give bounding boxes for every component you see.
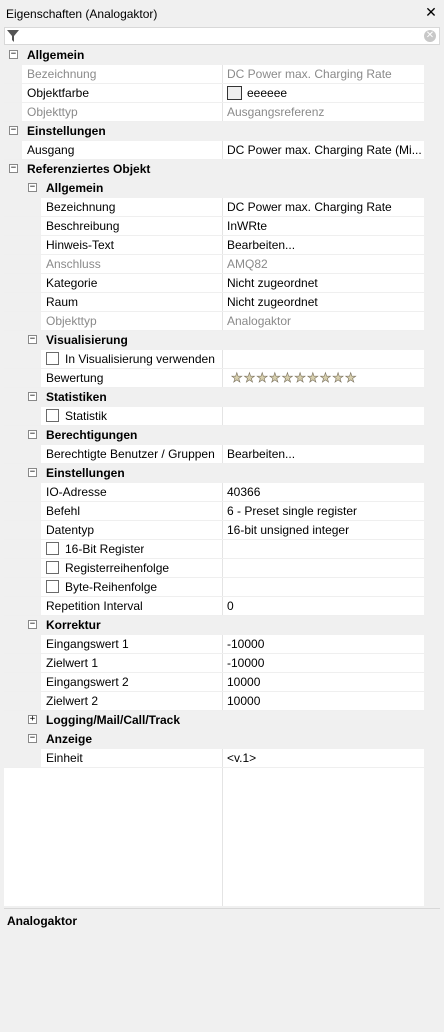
property-row[interactable] <box>4 369 424 388</box>
description-title: Analogaktor <box>7 914 78 928</box>
column-separator <box>222 217 223 235</box>
row-gutter <box>4 426 22 444</box>
property-row[interactable] <box>4 255 424 274</box>
column-divider[interactable] <box>222 767 223 906</box>
property-label: Ausgang <box>27 143 75 157</box>
category-label: Allgemein <box>46 181 104 195</box>
property-row[interactable] <box>4 483 424 502</box>
category-label: Einstellungen <box>46 466 125 480</box>
filter-bar <box>4 27 440 45</box>
property-row[interactable] <box>4 236 424 255</box>
column-separator <box>222 84 223 102</box>
category-label: Referenziertes Objekt <box>27 162 151 176</box>
row-gutter <box>4 179 22 197</box>
column-separator <box>222 578 223 596</box>
collapse-icon[interactable]: − <box>29 429 36 439</box>
property-label: Kategorie <box>46 276 98 290</box>
star-icon[interactable]: ★ <box>256 370 268 385</box>
category-label: Visualisierung <box>46 333 128 347</box>
property-row[interactable] <box>4 521 424 540</box>
row-gutter <box>4 521 41 539</box>
expand-icon[interactable]: + <box>29 714 36 724</box>
checkbox[interactable] <box>46 409 59 422</box>
column-separator <box>222 407 223 425</box>
property-row[interactable] <box>4 673 424 692</box>
category-row[interactable] <box>4 426 424 445</box>
column-separator <box>222 369 223 387</box>
column-separator <box>222 445 223 463</box>
property-value[interactable]: eeeeee <box>247 86 288 100</box>
category-label: Logging/Mail/Call/Track <box>46 713 181 727</box>
star-icon[interactable]: ★ <box>306 370 319 385</box>
row-gutter <box>4 654 41 672</box>
grid-margin <box>424 46 440 906</box>
property-value[interactable]: Bearbeiten... <box>227 238 296 252</box>
property-value[interactable]: 16-bit unsigned integer <box>227 523 350 537</box>
row-gutter <box>4 141 22 159</box>
property-label: Berechtigte Benutzer / Gruppen <box>46 447 215 461</box>
property-label: Befehl <box>46 504 81 518</box>
column-separator <box>222 692 223 710</box>
property-label: Objektfarbe <box>27 86 90 100</box>
property-value[interactable]: Nicht zugeordnet <box>227 295 318 309</box>
checkbox-label[interactable]: Byte-Reihenfolge <box>65 580 158 594</box>
property-label: Datentyp <box>46 523 95 537</box>
column-separator <box>222 483 223 501</box>
collapse-icon[interactable]: − <box>29 467 36 477</box>
row-gutter <box>4 198 41 216</box>
row-gutter <box>4 369 41 387</box>
property-row[interactable] <box>4 217 424 236</box>
category-label: Berechtigungen <box>46 428 138 442</box>
collapse-icon[interactable]: − <box>10 163 17 173</box>
category-label: Einstellungen <box>27 124 106 138</box>
row-gutter <box>4 293 41 311</box>
window-title: Eigenschaften (Analogaktor) <box>6 6 158 21</box>
property-label: Objekttyp <box>27 105 78 119</box>
property-value[interactable]: 40366 <box>227 485 261 499</box>
property-value: Ausgangsreferenz <box>227 105 325 119</box>
column-separator <box>222 749 223 767</box>
property-label: Hinweis-Text <box>46 238 115 252</box>
property-value[interactable]: DC Power max. Charging Rate (Mi... <box>227 143 422 157</box>
filter-icon[interactable] <box>7 30 19 42</box>
row-gutter <box>4 578 41 596</box>
property-row[interactable] <box>4 65 424 84</box>
property-grid <box>4 46 424 906</box>
property-value[interactable]: Nicht zugeordnet <box>227 276 318 290</box>
color-swatch[interactable] <box>227 86 242 100</box>
column-separator <box>222 521 223 539</box>
property-value[interactable]: <v.1> <box>227 751 257 765</box>
checkbox[interactable] <box>46 542 59 555</box>
property-row[interactable] <box>4 407 424 426</box>
checkbox[interactable] <box>46 580 59 593</box>
column-separator <box>222 141 223 159</box>
window-titlebar <box>0 0 444 27</box>
row-gutter <box>4 350 41 368</box>
property-row[interactable] <box>4 103 424 122</box>
collapse-icon[interactable]: − <box>10 49 17 59</box>
collapse-icon[interactable]: − <box>10 125 17 135</box>
row-gutter <box>4 255 41 273</box>
property-value[interactable]: Bearbeiten... <box>227 447 296 461</box>
property-row[interactable] <box>4 578 424 597</box>
property-value: Analogaktor <box>227 314 292 328</box>
property-label: Bezeichnung <box>46 200 116 214</box>
property-value[interactable]: 6 - Preset single register <box>227 504 358 518</box>
row-gutter <box>4 464 22 482</box>
row-gutter <box>4 483 41 501</box>
property-label: Beschreibung <box>46 219 120 233</box>
checkbox[interactable] <box>46 561 59 574</box>
property-value[interactable]: DC Power max. Charging Rate <box>227 200 392 214</box>
close-icon[interactable]: ✕ <box>425 4 437 20</box>
property-label: Objekttyp <box>46 314 97 328</box>
category-row[interactable] <box>4 616 424 635</box>
column-separator <box>222 597 223 615</box>
category-label: Allgemein <box>27 48 85 62</box>
property-value[interactable]: InWRte <box>227 219 268 233</box>
category-row[interactable] <box>4 730 424 749</box>
star-icon[interactable]: ★ <box>243 370 256 385</box>
property-value[interactable]: 10000 <box>227 675 261 689</box>
property-row[interactable] <box>4 692 424 711</box>
property-value: AMQ82 <box>227 257 268 271</box>
category-label: Statistiken <box>46 390 107 404</box>
row-gutter <box>4 540 41 558</box>
category-row[interactable] <box>4 122 424 141</box>
row-gutter <box>4 559 41 577</box>
column-separator <box>222 236 223 254</box>
property-row[interactable] <box>4 597 424 616</box>
column-separator <box>222 103 223 121</box>
row-gutter <box>4 103 22 121</box>
star-icon[interactable]: ★ <box>319 370 332 385</box>
property-label: Zielwert 2 <box>46 694 99 708</box>
property-row[interactable] <box>4 559 424 578</box>
column-separator <box>222 198 223 216</box>
collapse-icon[interactable]: − <box>29 182 36 192</box>
property-row[interactable] <box>4 198 424 217</box>
column-separator <box>222 635 223 653</box>
row-gutter <box>4 673 41 691</box>
row-gutter <box>4 597 41 615</box>
collapse-icon[interactable]: − <box>29 733 36 743</box>
row-gutter <box>4 236 41 254</box>
category-row[interactable] <box>4 388 424 407</box>
property-row[interactable] <box>4 749 424 768</box>
property-label: Einheit <box>46 751 83 765</box>
category-label: Anzeige <box>46 732 93 746</box>
row-gutter <box>4 616 22 634</box>
checkbox-label[interactable]: 16-Bit Register <box>65 542 145 556</box>
property-row[interactable] <box>4 445 424 464</box>
property-value[interactable]: 0 <box>227 599 234 613</box>
category-row[interactable] <box>4 179 424 198</box>
collapse-icon[interactable]: − <box>29 619 36 629</box>
row-gutter <box>4 84 22 102</box>
property-value[interactable]: 10000 <box>227 694 261 708</box>
property-label: Eingangswert 2 <box>46 675 129 689</box>
row-gutter <box>4 388 22 406</box>
rating-stars[interactable] <box>231 371 357 385</box>
property-label: Repetition Interval <box>46 599 143 613</box>
checkbox-label[interactable]: Registerreihenfolge <box>65 561 170 575</box>
star-icon[interactable]: ★ <box>294 370 306 385</box>
property-value[interactable]: -10000 <box>227 656 265 670</box>
row-gutter <box>4 502 41 520</box>
category-row[interactable] <box>4 46 424 65</box>
clear-filter-icon[interactable]: ✕ <box>425 30 435 41</box>
checkbox[interactable] <box>46 352 59 365</box>
checkbox-label[interactable]: Statistik <box>65 409 108 423</box>
property-value[interactable]: -10000 <box>227 637 265 651</box>
row-gutter <box>4 749 41 767</box>
column-separator <box>222 312 223 330</box>
column-separator <box>222 673 223 691</box>
column-separator <box>222 502 223 520</box>
row-gutter <box>4 331 22 349</box>
property-label: Eingangswert 1 <box>46 637 129 651</box>
star-icon[interactable]: ★ <box>281 370 294 385</box>
property-label: Bezeichnung <box>27 67 97 81</box>
category-row[interactable] <box>4 711 424 730</box>
property-label: Raum <box>46 295 79 309</box>
property-value: DC Power max. Charging Rate <box>227 67 392 81</box>
property-row[interactable] <box>4 540 424 559</box>
property-row[interactable] <box>4 350 424 369</box>
property-row[interactable] <box>4 635 424 654</box>
row-gutter <box>4 407 41 425</box>
property-row[interactable] <box>4 274 424 293</box>
collapse-icon[interactable]: − <box>29 334 36 344</box>
row-gutter <box>4 312 41 330</box>
description-panel <box>4 908 440 1032</box>
star-icon[interactable]: ★ <box>344 370 357 385</box>
column-separator <box>222 654 223 672</box>
star-icon[interactable]: ★ <box>268 370 281 385</box>
row-gutter <box>4 217 41 235</box>
category-row[interactable] <box>4 331 424 350</box>
row-gutter <box>4 730 22 748</box>
star-icon[interactable]: ★ <box>231 370 243 385</box>
property-row[interactable] <box>4 654 424 673</box>
property-label: Anschluss <box>46 257 101 271</box>
property-row[interactable] <box>4 502 424 521</box>
filter-input[interactable] <box>23 29 413 43</box>
property-label: Bewertung <box>46 371 104 385</box>
star-icon[interactable]: ★ <box>332 370 344 385</box>
row-gutter <box>4 445 41 463</box>
column-separator <box>222 350 223 368</box>
column-separator <box>222 540 223 558</box>
property-row[interactable] <box>4 141 424 160</box>
property-row[interactable] <box>4 312 424 331</box>
row-gutter <box>4 711 22 729</box>
row-gutter <box>4 274 41 292</box>
collapse-icon[interactable]: − <box>29 391 36 401</box>
property-label: Zielwert 1 <box>46 656 99 670</box>
row-gutter <box>4 65 22 83</box>
column-separator <box>222 65 223 83</box>
column-separator <box>222 255 223 273</box>
row-gutter <box>4 635 41 653</box>
checkbox-label[interactable]: In Visualisierung verwenden <box>65 352 215 366</box>
row-gutter <box>4 692 41 710</box>
property-label: IO-Adresse <box>46 485 107 499</box>
column-separator <box>222 274 223 292</box>
category-row[interactable] <box>4 464 424 483</box>
column-separator <box>222 559 223 577</box>
column-separator <box>222 293 223 311</box>
property-row[interactable] <box>4 293 424 312</box>
category-label: Korrektur <box>46 618 101 632</box>
category-row[interactable] <box>4 160 424 179</box>
property-row[interactable] <box>4 84 424 103</box>
